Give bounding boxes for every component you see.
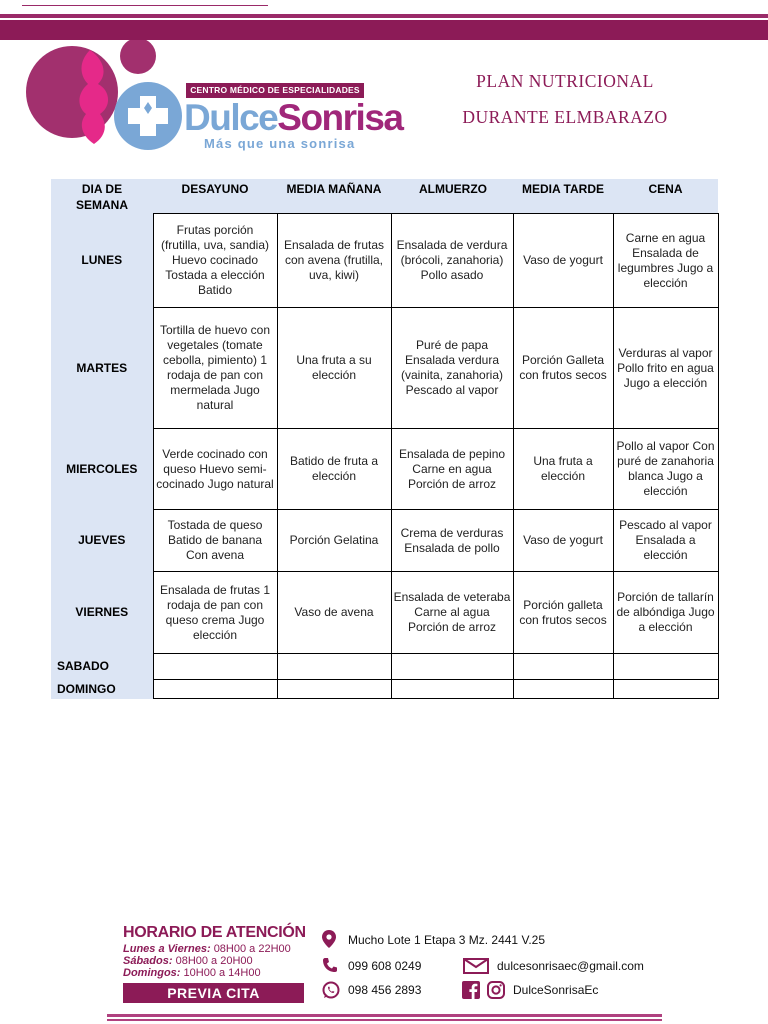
top-rule bbox=[22, 5, 268, 6]
header-media-manana: MEDIA MAÑANA bbox=[277, 179, 391, 214]
cell-cena bbox=[613, 680, 718, 699]
footer-rule-thin bbox=[107, 1019, 662, 1021]
cell-media-tarde: Vaso de yogurt bbox=[513, 510, 613, 572]
whatsapp-icon bbox=[322, 981, 340, 999]
cell-desayuno bbox=[153, 680, 277, 699]
cell-media-manana bbox=[277, 680, 391, 699]
table-row bbox=[51, 308, 718, 429]
cell-media-tarde bbox=[513, 654, 613, 680]
cell-almuerzo: Puré de papa Ensalada verdura (vainita, zanahoria) Pescado al vapor bbox=[391, 308, 513, 429]
cell-media-tarde bbox=[513, 680, 613, 699]
location-pin-icon bbox=[322, 930, 336, 948]
cell-cena: Pollo al vapor Con puré de zanahoria blanca Jugo a elección bbox=[613, 429, 718, 510]
instagram-icon bbox=[487, 981, 505, 999]
address-text: Mucho Lote 1 Etapa 3 Mz. 2441 V.25 bbox=[348, 933, 546, 947]
row-day: SABADO bbox=[51, 654, 153, 680]
whatsapp-number[interactable]: 098 456 2893 bbox=[348, 983, 422, 997]
cell-desayuno: Frutas porción (frutilla, uva, sandia) Huevo cocinado Tostada a elección Batido bbox=[153, 214, 277, 308]
header-cena: CENA bbox=[613, 179, 718, 214]
cell-media-manana: Batido de fruta a elección bbox=[277, 429, 391, 510]
header-band-thin bbox=[0, 14, 768, 18]
cell-media-manana: Vaso de avena bbox=[277, 572, 391, 654]
row-day: VIERNES bbox=[51, 572, 153, 654]
table-row bbox=[51, 510, 718, 572]
brand-name-part2: Sonrisa bbox=[277, 97, 403, 138]
cell-desayuno: Tortilla de huevo con vegetales (tomate cebolla, pimiento) 1 rodaja de pan con mermelada Jugo natural bbox=[153, 308, 277, 429]
table-row bbox=[51, 654, 718, 680]
cell-media-tarde: Una fruta a elección bbox=[513, 429, 613, 510]
cell-almuerzo bbox=[391, 680, 513, 699]
brand-name bbox=[184, 98, 402, 138]
schedule-line bbox=[123, 955, 253, 967]
schedule-hours: 08H00 a 22H00 bbox=[213, 943, 291, 955]
row-day: LUNES bbox=[51, 214, 153, 308]
cell-almuerzo: Crema de verduras Ensalada de pollo bbox=[391, 510, 513, 572]
cell-cena: Pescado al vapor Ensalada a elección bbox=[613, 510, 718, 572]
logo-small-circle bbox=[120, 40, 156, 74]
cell-desayuno: Verde cocinado con queso Huevo semi-cocinado Jugo natural bbox=[153, 429, 277, 510]
row-day: DOMINGO bbox=[51, 680, 153, 699]
brand-name-part1: Dulce bbox=[184, 97, 278, 138]
cell-media-manana: Ensalada de frutas con avena (frutilla, uva, kiwi) bbox=[277, 214, 391, 308]
schedule-title: HORARIO DE ATENCIÓN bbox=[123, 924, 306, 941]
cell-almuerzo: Ensalada de pepino Carne en agua Porción de arroz bbox=[391, 429, 513, 510]
social-handle[interactable]: DulceSonrisaEc bbox=[513, 983, 599, 997]
phone-icon bbox=[322, 957, 338, 973]
header-day: DIA DE SEMANA bbox=[51, 179, 153, 214]
schedule-days: Lunes a Viernes: bbox=[123, 943, 211, 955]
row-day: MARTES bbox=[51, 308, 153, 429]
cell-media-tarde: Porción Galleta con frutos secos bbox=[513, 308, 613, 429]
document-title: PLAN NUTRICIONAL bbox=[476, 71, 654, 91]
cell-cena: Verduras al vapor Pollo frito en agua Jugo a elección bbox=[613, 308, 718, 429]
cell-media-manana: Porción Gelatina bbox=[277, 510, 391, 572]
cell-cena: Carne en agua Ensalada de legumbres Jugo a elección bbox=[613, 214, 718, 308]
schedule-days: Sábados: bbox=[123, 955, 173, 967]
facebook-icon bbox=[462, 981, 480, 999]
cell-almuerzo bbox=[391, 654, 513, 680]
row-day: JUEVES bbox=[51, 510, 153, 572]
schedule-days: Domingos: bbox=[123, 967, 181, 979]
header-almuerzo: ALMUERZO bbox=[391, 179, 513, 214]
row-day: MIERCOLES bbox=[51, 429, 153, 510]
schedule-line bbox=[123, 967, 261, 979]
cell-almuerzo: Ensalada de verdura (brócoli, zanahoria) Pollo asado bbox=[391, 214, 513, 308]
meal-plan-table bbox=[51, 179, 719, 699]
footer-rule bbox=[107, 1014, 662, 1017]
header-band bbox=[0, 20, 768, 40]
email-icon bbox=[463, 958, 489, 974]
brand-banner: CENTRO MÉDICO DE ESPECIALIDADES bbox=[186, 83, 364, 98]
cell-almuerzo: Ensalada de veteraba Carne al agua Porción de arroz bbox=[391, 572, 513, 654]
header-desayuno: DESAYUNO bbox=[153, 179, 277, 214]
schedule-line bbox=[123, 943, 291, 955]
email-address[interactable]: dulcesonrisaec@gmail.com bbox=[497, 959, 644, 973]
table-row bbox=[51, 214, 718, 308]
cell-media-manana: Una fruta a su elección bbox=[277, 308, 391, 429]
cell-cena: Porción de tallarín de albóndiga Jugo a elección bbox=[613, 572, 718, 654]
table-header-row bbox=[51, 179, 718, 214]
cell-media-tarde: Vaso de yogurt bbox=[513, 214, 613, 308]
brand-tagline: Más que una sonrisa bbox=[204, 136, 356, 151]
cell-desayuno: Tostada de queso Batido de banana Con avena bbox=[153, 510, 277, 572]
table-row bbox=[51, 572, 718, 654]
cell-desayuno: Ensalada de frutas 1 rodaja de pan con queso crema Jugo elección bbox=[153, 572, 277, 654]
cell-cena bbox=[613, 654, 718, 680]
table-row bbox=[51, 429, 718, 510]
appointment-banner: PREVIA CITA bbox=[123, 983, 304, 1003]
schedule-hours: 10H00 a 14H00 bbox=[183, 967, 261, 979]
document-subtitle: DURANTE ELMBARAZO bbox=[462, 107, 668, 127]
cell-desayuno bbox=[153, 654, 277, 680]
schedule-hours: 08H00 a 20H00 bbox=[175, 955, 253, 967]
cell-media-tarde: Porción galleta con frutos secos bbox=[513, 572, 613, 654]
header-media-tarde: MEDIA TARDE bbox=[513, 179, 613, 214]
phone-number[interactable]: 099 608 0249 bbox=[348, 959, 422, 973]
cell-media-manana bbox=[277, 654, 391, 680]
table-row bbox=[51, 680, 718, 699]
